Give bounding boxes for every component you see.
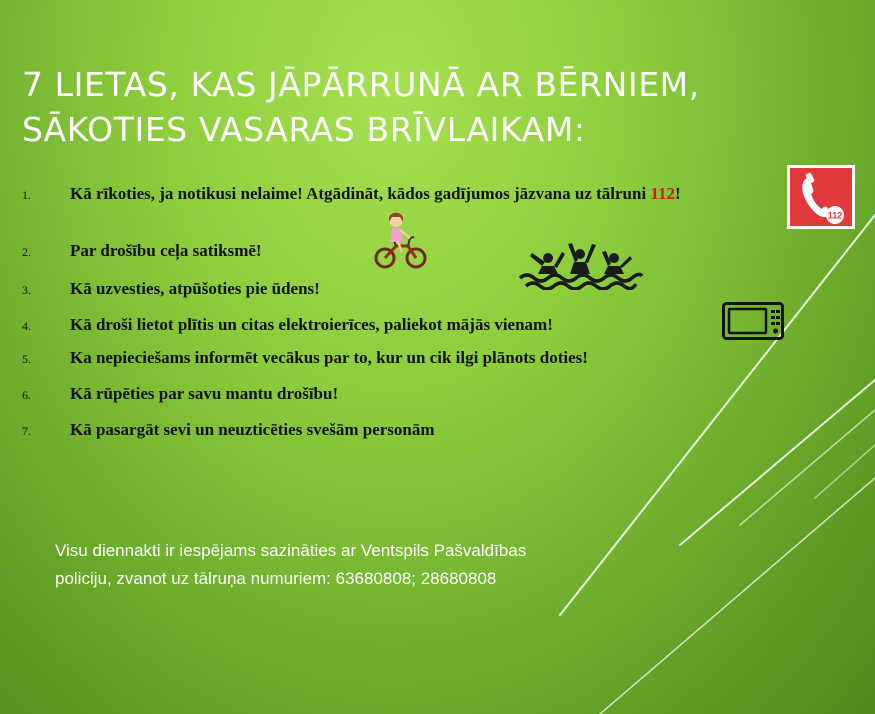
item-number: 6. bbox=[22, 388, 31, 402]
item-text: Kā uzvesties, atpūšoties pie ūdens! bbox=[70, 279, 320, 298]
swimmers-icon bbox=[518, 240, 644, 290]
item-text: Ka nepieciešams informēt vecākus par to, kur un cik ilgi plānots doties! bbox=[70, 348, 588, 367]
item-text: Kā pasargāt sevi un neuzticēties svešām personām bbox=[70, 420, 435, 439]
emergency-number: 112 bbox=[650, 184, 675, 203]
contact-line-2: policiju, zvanot uz tālruņa numuriem: 63680808; 28680808 bbox=[55, 569, 497, 588]
contact-line-1: Visu diennakti ir iespējams sazināties ar Ventspils Pašvaldības bbox=[55, 541, 527, 560]
item-text-main: Kā rīkoties, ja notikusi nelaime! Atgādināt, kādos gadījumos jāzvana uz tālruni bbox=[70, 184, 651, 203]
item-text bbox=[70, 183, 790, 204]
badge-112: 112 bbox=[827, 210, 843, 221]
phone-112-icon bbox=[787, 165, 855, 229]
title-line-2: SĀKOTIES VASARAS BRĪVLAIKAM: bbox=[22, 110, 586, 149]
item-number: 5. bbox=[22, 352, 31, 366]
girl-on-bike-icon bbox=[374, 208, 428, 270]
item-number: 1. bbox=[22, 188, 31, 202]
item-text: Kā rūpēties par savu mantu drošību! bbox=[70, 384, 339, 403]
contact-info bbox=[55, 537, 695, 593]
item-text-end: ! bbox=[674, 184, 681, 203]
item-number: 2. bbox=[22, 245, 31, 259]
item-number: 4. bbox=[22, 319, 31, 333]
slide-title bbox=[22, 62, 842, 152]
microwave-icon bbox=[722, 302, 784, 340]
item-number: 3. bbox=[22, 283, 31, 297]
title-line-1: 7 LIETAS, KAS JĀPĀRRUNĀ AR BĒRNIEM, bbox=[22, 65, 700, 104]
item-text: Kā droši lietot plītis un citas elektroierīces, paliekot mājās vienam! bbox=[70, 315, 553, 334]
item-text: Par drošību ceļa satiksmē! bbox=[70, 241, 262, 260]
item-number: 7. bbox=[22, 424, 31, 438]
